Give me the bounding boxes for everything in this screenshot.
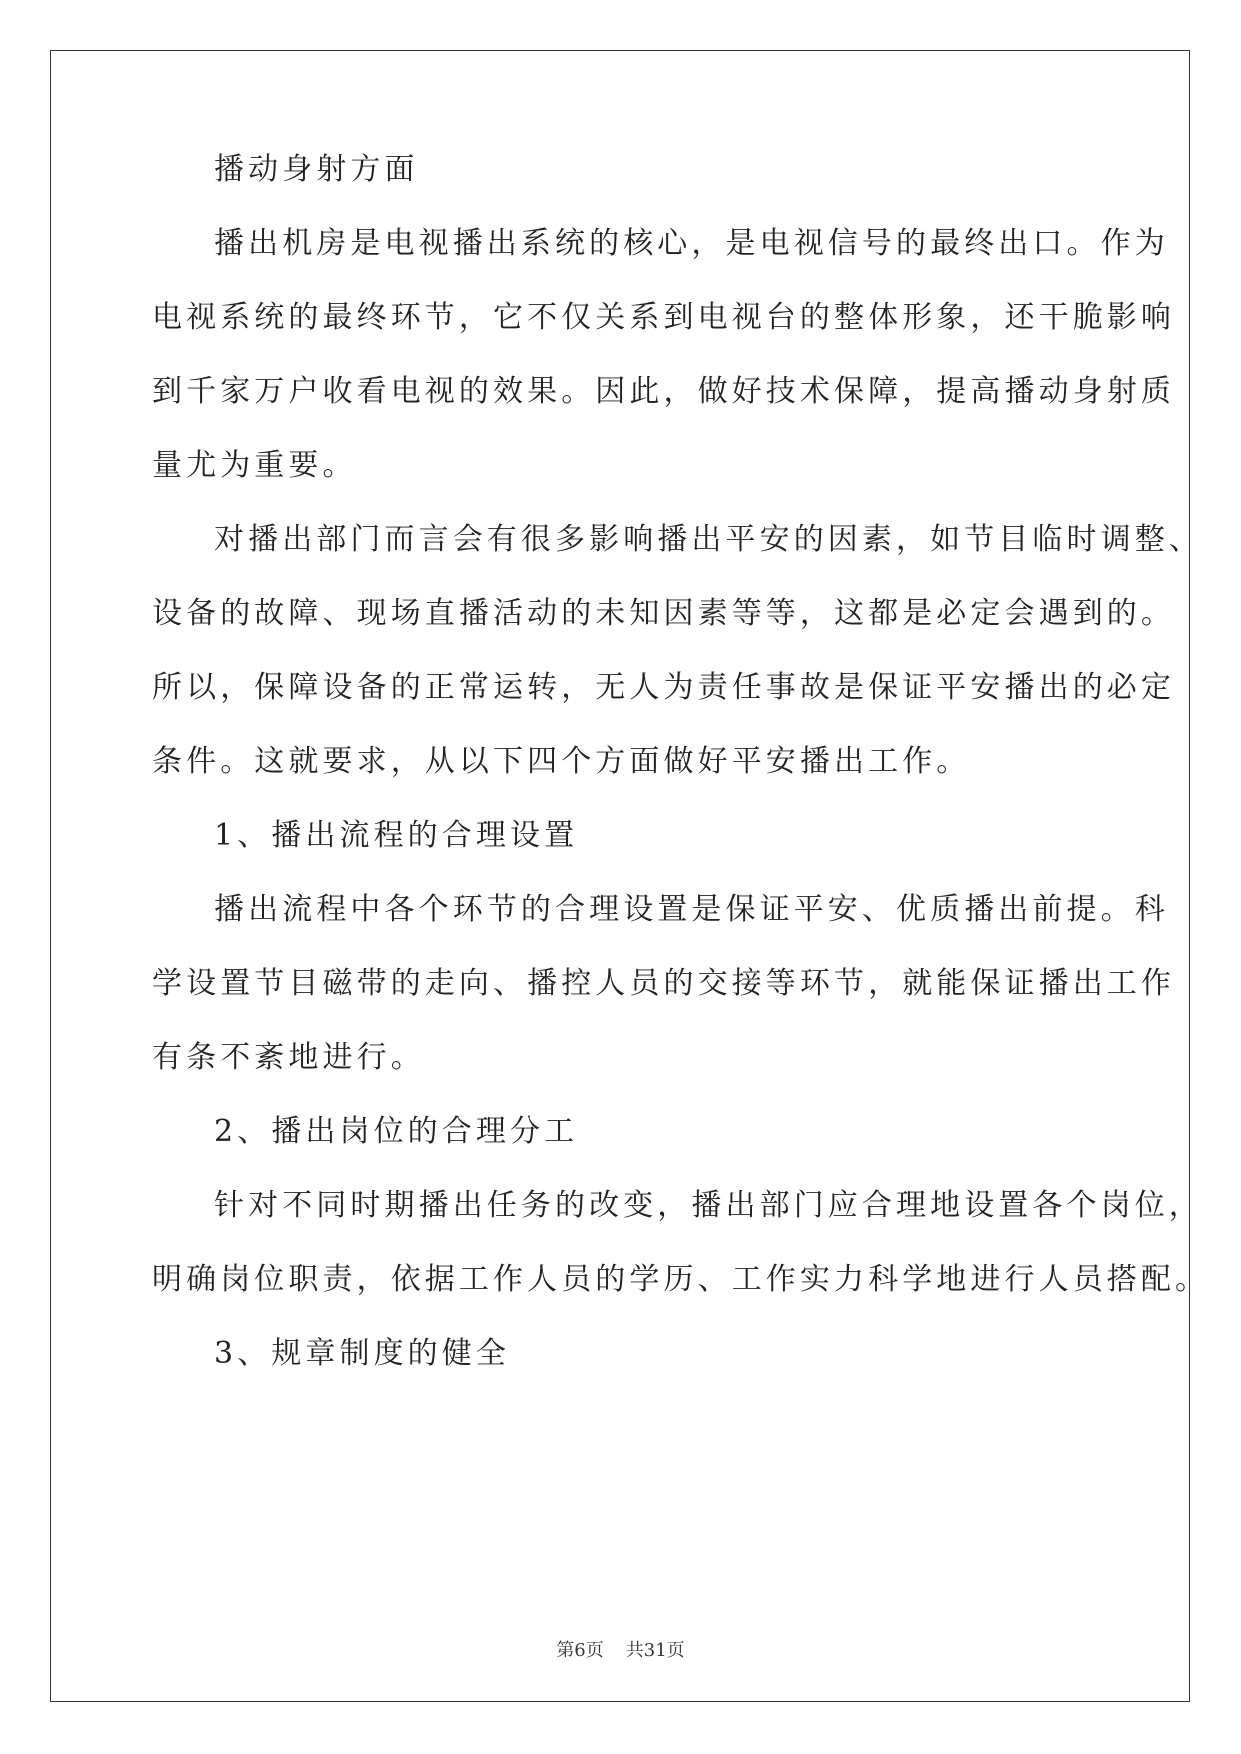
- paragraph-line: 所以，保障设备的正常运转，无人为责任事故是保证平安播出的必定: [152, 670, 1175, 705]
- page-footer: [0, 1640, 1241, 1662]
- paragraph-line: 量尤为重要。: [152, 448, 357, 483]
- subheading-2: 2、播出岗位的合理分工: [214, 1114, 579, 1149]
- paragraph-line: 电视系统的最终环节，它不仅关系到电视台的整体形象，还干脆影响: [152, 300, 1175, 335]
- paragraph-line: 针对不同时期播出任务的改变，播出部门应合理地设置各个岗位，: [214, 1188, 1203, 1223]
- paragraph-line: 设备的故障、现场直播活动的未知因素等等，这都是必定会遇到的。: [152, 596, 1175, 631]
- page-border: [50, 50, 1210, 1702]
- subheading-3: 3、规章制度的健全: [214, 1336, 510, 1371]
- subheading-1: 1、播出流程的合理设置: [214, 818, 579, 853]
- paragraph-line: 到千家万户收看电视的效果。因此，做好技术保障，提高播动身射质: [152, 374, 1175, 409]
- paragraph-line: 学设置节目磁带的走向、播控人员的交接等环节，就能保证播出工作: [152, 966, 1175, 1001]
- paragraph-line: 条件。这就要求，从以下四个方面做好平安播出工作。: [152, 744, 971, 779]
- page-number: 第6页: [556, 1640, 604, 1661]
- section-heading: 播动身射方面: [214, 152, 419, 187]
- paragraph-line: 对播出部门而言会有很多影响播出平安的因素，如节目临时调整、: [214, 522, 1203, 557]
- paragraph-line: 有条不紊地进行。: [152, 1040, 425, 1075]
- paragraph-line: 播出机房是电视播出系统的核心，是电视信号的最终出口。作为: [214, 226, 1169, 261]
- paragraph-line: 明确岗位职责，依据工作人员的学历、工作实力科学地进行人员搭配。: [152, 1262, 1210, 1297]
- page-total: 共31页: [625, 1640, 685, 1661]
- paragraph-line: 播出流程中各个环节的合理设置是保证平安、优质播出前提。科: [214, 892, 1169, 927]
